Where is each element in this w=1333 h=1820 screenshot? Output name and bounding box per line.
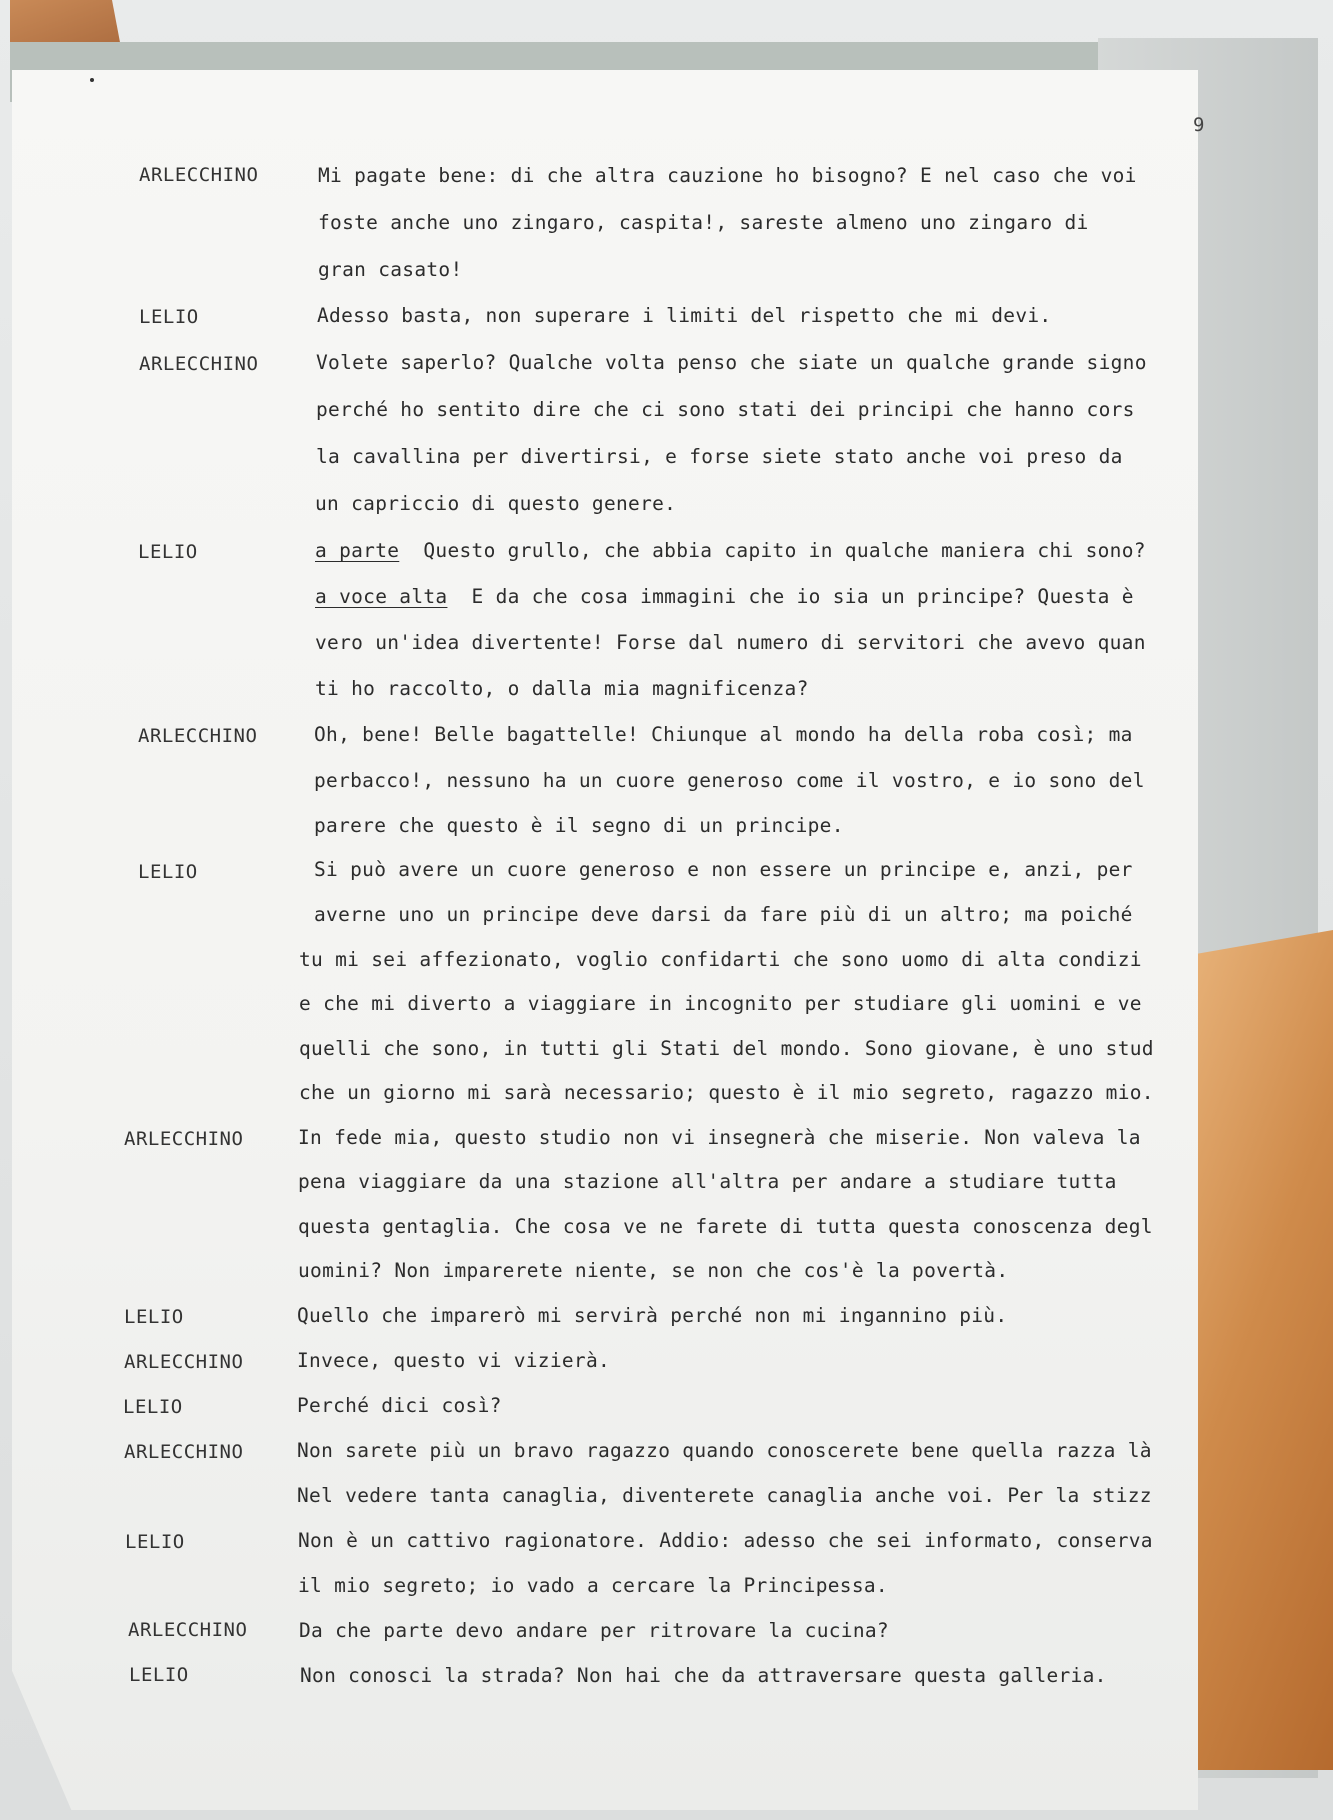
dialogue-line: perché ho sentito dire che ci sono stati dei principi che hanno cors [316,398,1135,421]
speaker-label: ARLECCHINO [139,164,259,186]
speaker-label: LELIO [138,541,198,563]
dialogue-line: Volete saperlo? Qualche volta penso che siate un qualche grande signo [316,351,1147,374]
dialogue-line: Da che parte devo andare per ritrovare la cucina? [299,1619,889,1642]
dialogue-line: perbacco!, nessuno ha un cuore generoso come il vostro, e io sono del [314,769,1145,792]
wooden-table-right-edge [1190,930,1333,1770]
dialogue-line: la cavallina per divertirsi, e forse siete stato anche voi preso da [316,445,1123,468]
dialogue-line: Quello che imparerò mi servirà perché non mi ingannino più. [297,1304,1008,1327]
dialogue-line: ti ho raccolto, o dalla mia magnificenza? [315,677,809,700]
dialogue-line: Non è un cattivo ragionatore. Addio: adesso che sei informato, conserva [298,1529,1153,1552]
stage-direction-row [315,585,1134,608]
dialogue-line: averne uno un principe deve darsi da fare più di un altro; ma poiché [314,903,1133,926]
stage-direction: a parte [315,539,400,562]
dialogue-line: questa gentaglia. Che cosa ve ne farete di tutta questa conoscenza degl [298,1215,1153,1238]
speaker-label: LELIO [124,1306,184,1328]
speaker-label: ARLECCHINO [124,1128,244,1150]
page-speck [90,78,94,82]
stage-direction-row [315,539,1146,562]
dialogue-line: Nel vedere tanta canaglia, diventerete canaglia anche voi. Per la stizz [297,1484,1152,1507]
speaker-label: LELIO [125,1531,185,1553]
dialogue-line: uomini? Non imparerete niente, se non che cos'è la povertà. [298,1259,1009,1282]
speaker-label: LELIO [129,1664,189,1686]
dialogue-line: gran casato! [318,258,463,281]
dialogue-line: e che mi diverto a viaggiare in incognito per studiare gli uomini e ve [299,992,1142,1015]
stage-direction: a voce alta [315,585,448,608]
dialogue-line: che un giorno mi sarà necessario; questo è il mio segreto, ragazzo mio. [299,1081,1154,1104]
dialogue-line: Non sarete più un bravo ragazzo quando conoscerete bene quella razza là [297,1439,1152,1462]
dialogue-line: tu mi sei affezionato, voglio confidarti che sono uomo di alta condizi [299,948,1142,971]
dialogue-line: vero un'idea divertente! Forse dal numero di servitori che avevo quan [315,631,1146,654]
speaker-label: ARLECCHINO [139,353,259,375]
dialogue-line: il mio segreto; io vado a cercare la Principessa. [298,1574,888,1597]
dialogue-line: Invece, questo vi vizierà. [297,1349,611,1372]
dialogue-line: quelli che sono, in tutti gli Stati del mondo. Sono giovane, è uno stud [299,1037,1154,1060]
speaker-label: LELIO [123,1396,183,1418]
dialogue-line: Perché dici così? [297,1394,502,1417]
dialogue-line: foste anche uno zingaro, caspita!, sareste almeno uno zingaro di [318,211,1089,234]
dialogue-line: Oh, bene! Belle bagattelle! Chiunque al mondo ha della roba così; ma [314,723,1133,746]
page-number: 9 [1193,114,1205,136]
dialogue-line: In fede mia, questo studio non vi insegnerà che miserie. Non valeva la [298,1126,1141,1149]
dialogue-line: E da che cosa immagini che io sia un principe? Questa è [471,585,1134,608]
dialogue-line: Adesso basta, non superare i limiti del rispetto che mi devi. [317,304,1052,327]
speaker-label: LELIO [139,306,199,328]
dialogue-line: parere che questo è il segno di un principe. [314,814,844,837]
speaker-label: LELIO [138,861,198,883]
speaker-label: ARLECCHINO [124,1441,244,1463]
dialogue-line: Si può avere un cuore generoso e non essere un principe e, anzi, per [314,858,1133,881]
speaker-label: ARLECCHINO [128,1619,248,1641]
dialogue-line: Questo grullo, che abbia capito in qualche maniera chi sono? [423,539,1146,562]
dialogue-line: un capriccio di questo genere. [315,492,677,515]
dialogue-line: Non conosci la strada? Non hai che da attraversare questa galleria. [300,1664,1107,1687]
speaker-label: ARLECCHINO [138,725,258,747]
dialogue-line: Mi pagate bene: di che altra cauzione ho bisogno? E nel caso che voi [318,164,1137,187]
dialogue-line: pena viaggiare da una stazione all'altra per andare a studiare tutta [298,1170,1117,1193]
speaker-label: ARLECCHINO [124,1351,244,1373]
